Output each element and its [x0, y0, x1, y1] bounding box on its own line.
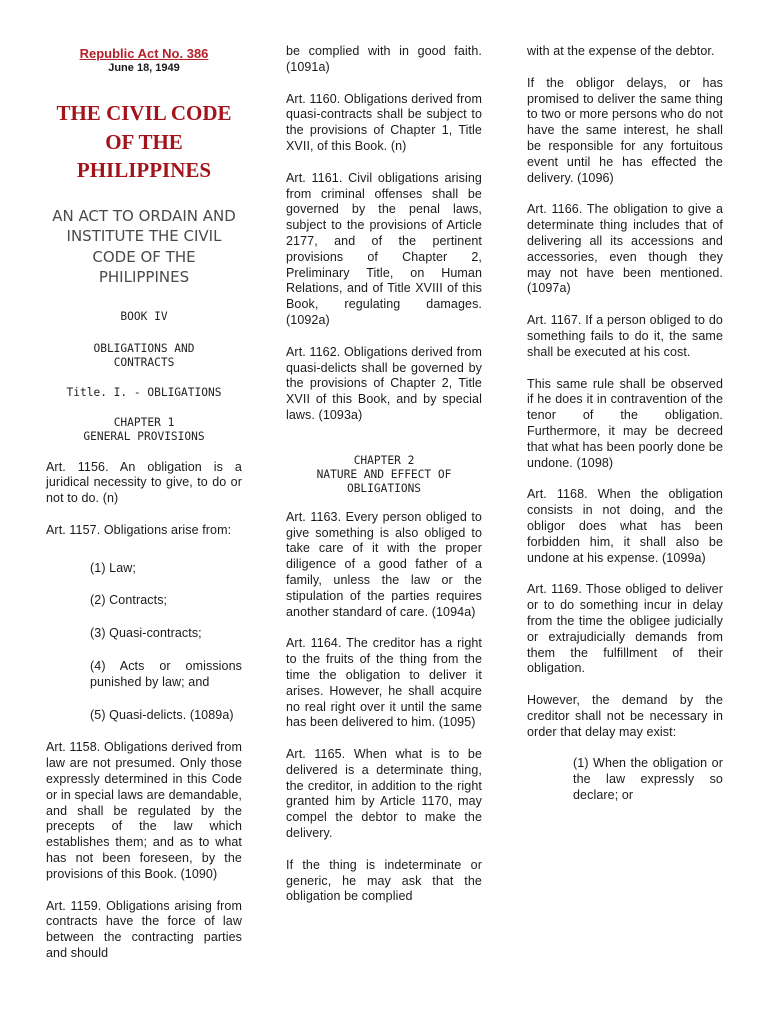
- list-item: (1) Law;: [90, 560, 136, 575]
- article-1157: Art. 1157. Obligations arise from:: [46, 522, 232, 537]
- book-title-line: OBLIGATIONS AND: [93, 341, 195, 355]
- book-title-line: CONTRACTS: [113, 355, 175, 369]
- subtitle-line: PHILIPPINES: [98, 268, 190, 286]
- article-1169: Art. 1169. Those obliged to deliver or to do something incur in delay from the time the obligee judicially or extrajudicially demands from them the fulfillment of their obligation.: [527, 582, 723, 676]
- article-1159-continued: be complied with in good faith. (1091a): [286, 44, 482, 74]
- title-line: THE CIVIL CODE: [56, 101, 232, 125]
- document-title: [46, 99, 242, 185]
- chapter-line: CHAPTER 2: [353, 453, 415, 467]
- list-item: (3) Quasi-contracts;: [90, 626, 202, 641]
- article-1158: Art. 1158. Obligations derived from law are not presumed. Only those expressly determined in this Code or in special laws are demandable, and shall be regulated by the precepts of the law which establishes them; and as to what has not been foreseen, by the provisions of this Book. (1090): [46, 740, 242, 881]
- title-line: PHILIPPINES: [76, 158, 212, 182]
- chapter-line: OBLIGATIONS: [346, 481, 422, 495]
- title-line: OF THE: [105, 129, 183, 154]
- chapter-line: CHAPTER 1: [113, 415, 175, 429]
- article-1156: Art. 1156. An obligation is a juridical necessity to give, to do or not to do. (n): [46, 459, 242, 506]
- list-item: (2) Contracts;: [90, 593, 168, 608]
- article-1165-delay: If the obligor delays, or has promised to deliver the same thing to two or more persons who do not have the same interest, he shall be responsible for any fortuitous event until he has effected the delivery. (1096): [527, 75, 723, 185]
- chapter-line: NATURE AND EFFECT OF: [316, 467, 452, 481]
- column-3: [527, 44, 723, 820]
- article-1167-paragraph: This same rule shall be observed if he does it in contravention of the tenor of the obligation. Furthermore, it may be decreed that what has been poorly done be undone. (1098): [527, 376, 723, 470]
- article-1167: Art. 1167. If a person obliged to do something fails to do it, the same shall be executed at his cost.: [527, 313, 723, 359]
- list-item: (4) Acts or omissions punished by law; and: [90, 659, 242, 689]
- book-heading: BOOK IV: [120, 309, 168, 323]
- chapter-1-heading: [46, 416, 242, 444]
- subtitle-line: CODE OF THE: [92, 247, 196, 266]
- column-1: [46, 44, 242, 978]
- article-1160: Art. 1160. Obligations derived from quasi-contracts shall be subject to the provisions of Chapter 1, Title XVII, of this Book. (n): [286, 91, 482, 153]
- article-1165: Art. 1165. When what is to be delivered is a determinate thing, the creditor, in addition to the right granted him by Article 1170, may compel the debtor to make the delivery.: [286, 747, 482, 841]
- article-1168: Art. 1168. When the obligation consists in not doing, and the obligor does what has been forbidden him, it shall also be undone at his expense. (1099a): [527, 487, 723, 565]
- article-1169-paragraph: However, the demand by the creditor shall not be necessary in order that delay may exist:: [527, 693, 723, 739]
- chapter-line: GENERAL PROVISIONS: [83, 429, 205, 443]
- list-item: (1) When the obligation or the law expressly so declare; or: [573, 756, 723, 803]
- article-1165-continued: with at the expense of the debtor.: [527, 44, 715, 58]
- act-date: June 18, 1949: [108, 62, 180, 74]
- article-1162: Art. 1162. Obligations derived from quasi-delicts shall be governed by the provisions of Chapter 2, Title XVII of this Book, and by special laws. (1093a): [286, 344, 482, 422]
- title-heading: Title. I. - OBLIGATIONS: [66, 385, 222, 399]
- subtitle-line: INSTITUTE THE CIVIL: [66, 227, 222, 245]
- article-1163: Art. 1163. Every person obliged to give something is also obliged to take care of it with the proper diligence of a good father of a family, unless the law or the stipulation of the parties requires another standard of care. (1094a): [286, 509, 482, 619]
- list-item: (5) Quasi-delicts. (1089a): [90, 707, 234, 722]
- article-1166: Art. 1166. The obligation to give a determinate thing includes that of delivering all its accessions and accessories, even though they may not have been mentioned. (1097a): [527, 202, 723, 296]
- article-1164: Art. 1164. The creditor has a right to the fruits of the thing from the time the obligation to deliver it arises. However, he shall acquire no real right over it until the same has been delivered to him. (1095): [286, 636, 482, 730]
- book-title: [46, 342, 242, 370]
- article-1161: Art. 1161. Civil obligations arising from criminal offenses shall be governed by the penal laws, subject to the provisions of Article 2177, and of the pertinent provisions of Chapter 2, Preliminary Title, on Human Relations, and of Title XVIII of this Book, regulating damages. (1092a): [286, 170, 482, 327]
- chapter-2-heading: [286, 454, 482, 496]
- article-1165-paragraph: If the thing is indeterminate or generic, he may ask that the obligation be complied: [286, 857, 482, 904]
- document-subtitle: [46, 206, 242, 288]
- republic-act-link[interactable]: Republic Act No. 386: [79, 46, 209, 61]
- subtitle-line: AN ACT TO ORDAIN AND: [52, 206, 236, 225]
- column-2: [286, 44, 482, 921]
- article-1159: Art. 1159. Obligations arising from contracts have the force of law between the contracting parties and should: [46, 898, 242, 961]
